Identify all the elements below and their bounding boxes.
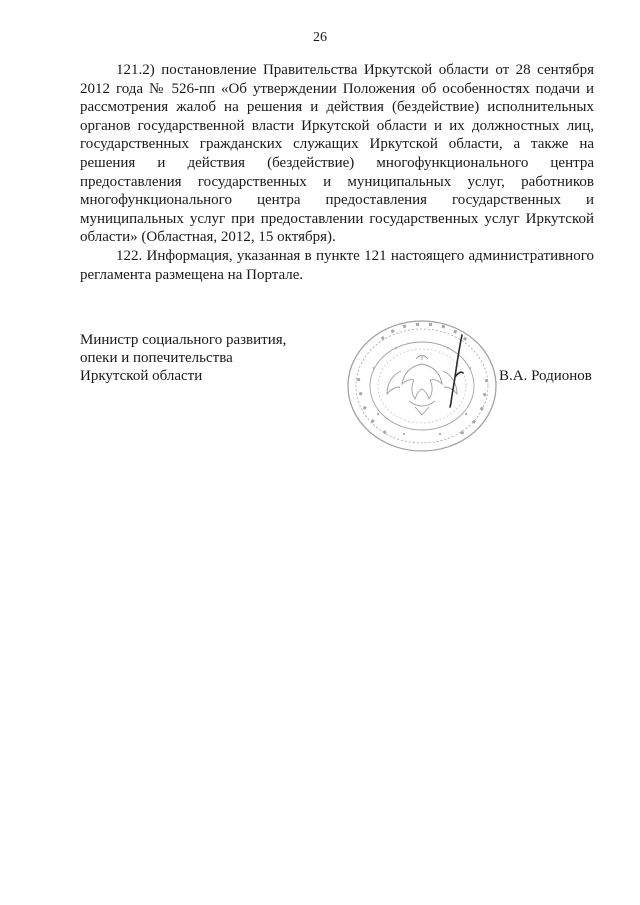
signatory-title-line: Иркутской области — [80, 368, 203, 385]
paragraph-122: 122. Информация, указанная в пункте 121 настоящего административного регламента размещена на Портале. — [80, 247, 594, 283]
handwritten-signature-icon — [448, 333, 470, 409]
signer-name: В.А. Родионов — [499, 368, 592, 384]
document-body — [80, 61, 594, 284]
official-seal-icon — [343, 317, 501, 455]
signatory-title-line: Министр социального развития, — [80, 332, 287, 348]
page-number: 26 — [313, 30, 327, 45]
signatory-title-line: опеки и попечительства — [80, 350, 233, 367]
signatory-title — [80, 331, 286, 386]
paragraph-121-2: 121.2) постановление Правительства Иркутской области от 28 сентября 2012 года № 526-пп «Об утверждении Положения об особенностях подачи и рассмотрения жалоб на решения и действия (бездействие) исполнительных органов государственной власти Иркутской области и их должностных лиц, государственных гражданских служащих Иркутской области, а также на решения и действия (бездействие) многофункционального центра предоставления государственных и муниципальных услуг, работников многофункционального центра предоставления государственных и муниципальных услуг при предоставлении государственных услуг Иркутской области» (Областная, 2012, 15 октября). — [80, 62, 594, 246]
